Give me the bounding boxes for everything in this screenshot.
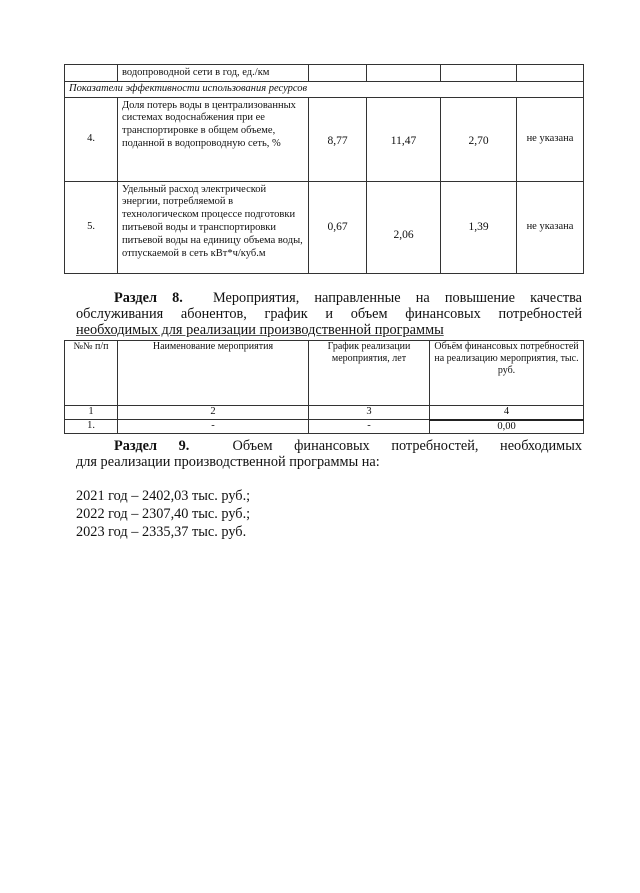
- section-8-line-3: необходимых для реализации производственной программы: [76, 322, 444, 338]
- row-name: -: [118, 420, 309, 434]
- row-schedule: -: [309, 420, 430, 434]
- table-row: [65, 420, 584, 434]
- list-item: 2021 год – 2402,03 тыс. руб.;: [76, 488, 251, 504]
- section-header: Показатели эффективности использования ресурсов: [65, 81, 584, 97]
- note-cell: не указана: [517, 181, 584, 273]
- header-num: №№ п/п: [65, 341, 118, 406]
- list-item: 2022 год – 2307,40 тыс. руб.;: [76, 506, 251, 522]
- row-name: Удельный расход электрической энергии, потребляемой в технологическом процессе подготовки питьевой воды и транспортировки питьевой воды на единицу объема воды, отпускаемой в сеть кВт*ч/куб.м: [118, 181, 309, 273]
- list-item: 2023 год – 2335,37 тыс. руб.: [76, 524, 247, 540]
- note-cell: не указана: [517, 97, 584, 181]
- value-cell: 11,47: [367, 97, 441, 181]
- yearly-financing-list: [76, 488, 250, 542]
- resource-indicators-table: [64, 64, 584, 274]
- value-cell: 1,39: [441, 181, 517, 273]
- section-8-heading: [76, 290, 582, 338]
- header-row: [65, 341, 584, 406]
- row-name: Доля потерь воды в централизованных системах водоснабжения при ее транспортировке в общем объеме, поданной в водопроводную сеть, %: [118, 97, 309, 181]
- row-finance: 0,00: [430, 420, 584, 434]
- measures-table: [64, 340, 584, 434]
- column-number: 2: [118, 406, 309, 420]
- row-number: 5.: [65, 181, 118, 273]
- header-finance: Объём финансовых потребностей на реализацию мероприятия, тыс. руб.: [430, 341, 584, 406]
- column-number: 3: [309, 406, 430, 420]
- table-row: [65, 97, 584, 181]
- table-row: [65, 65, 584, 82]
- column-number: 1: [65, 406, 118, 420]
- section-8-label: Раздел 8.: [114, 290, 183, 306]
- header-name: Наименование мероприятия: [118, 341, 309, 406]
- column-number: 4: [430, 406, 584, 420]
- value-cell: 2,70: [441, 97, 517, 181]
- value-cell: 8,77: [309, 97, 367, 181]
- row-number: 1.: [65, 420, 118, 434]
- section-9-line-2: для реализации производственной программы на:: [76, 454, 380, 470]
- table-row: [65, 181, 584, 273]
- section-9-heading: [76, 438, 582, 470]
- header-schedule: График реализации мероприятия, лет: [309, 341, 430, 406]
- value-cell: 0,67: [309, 181, 367, 273]
- section-header-row: [65, 81, 584, 97]
- section-9-line-1: Раздел 9. Объем финансовых потребностей, необходимых: [114, 438, 582, 454]
- row-number: 4.: [65, 97, 118, 181]
- section-8-line-1: Раздел 8. Мероприятия, направленные на повышение качества: [114, 290, 583, 306]
- row-name-continued: водопроводной сети в год, ед./км: [118, 65, 309, 82]
- section-9-label: Раздел 9.: [114, 438, 190, 454]
- section-8-line-2: обслуживания абонентов, график и объем финансовых потребностей: [76, 306, 582, 322]
- value-cell: 2,06: [367, 181, 441, 273]
- column-number-row: [65, 406, 584, 420]
